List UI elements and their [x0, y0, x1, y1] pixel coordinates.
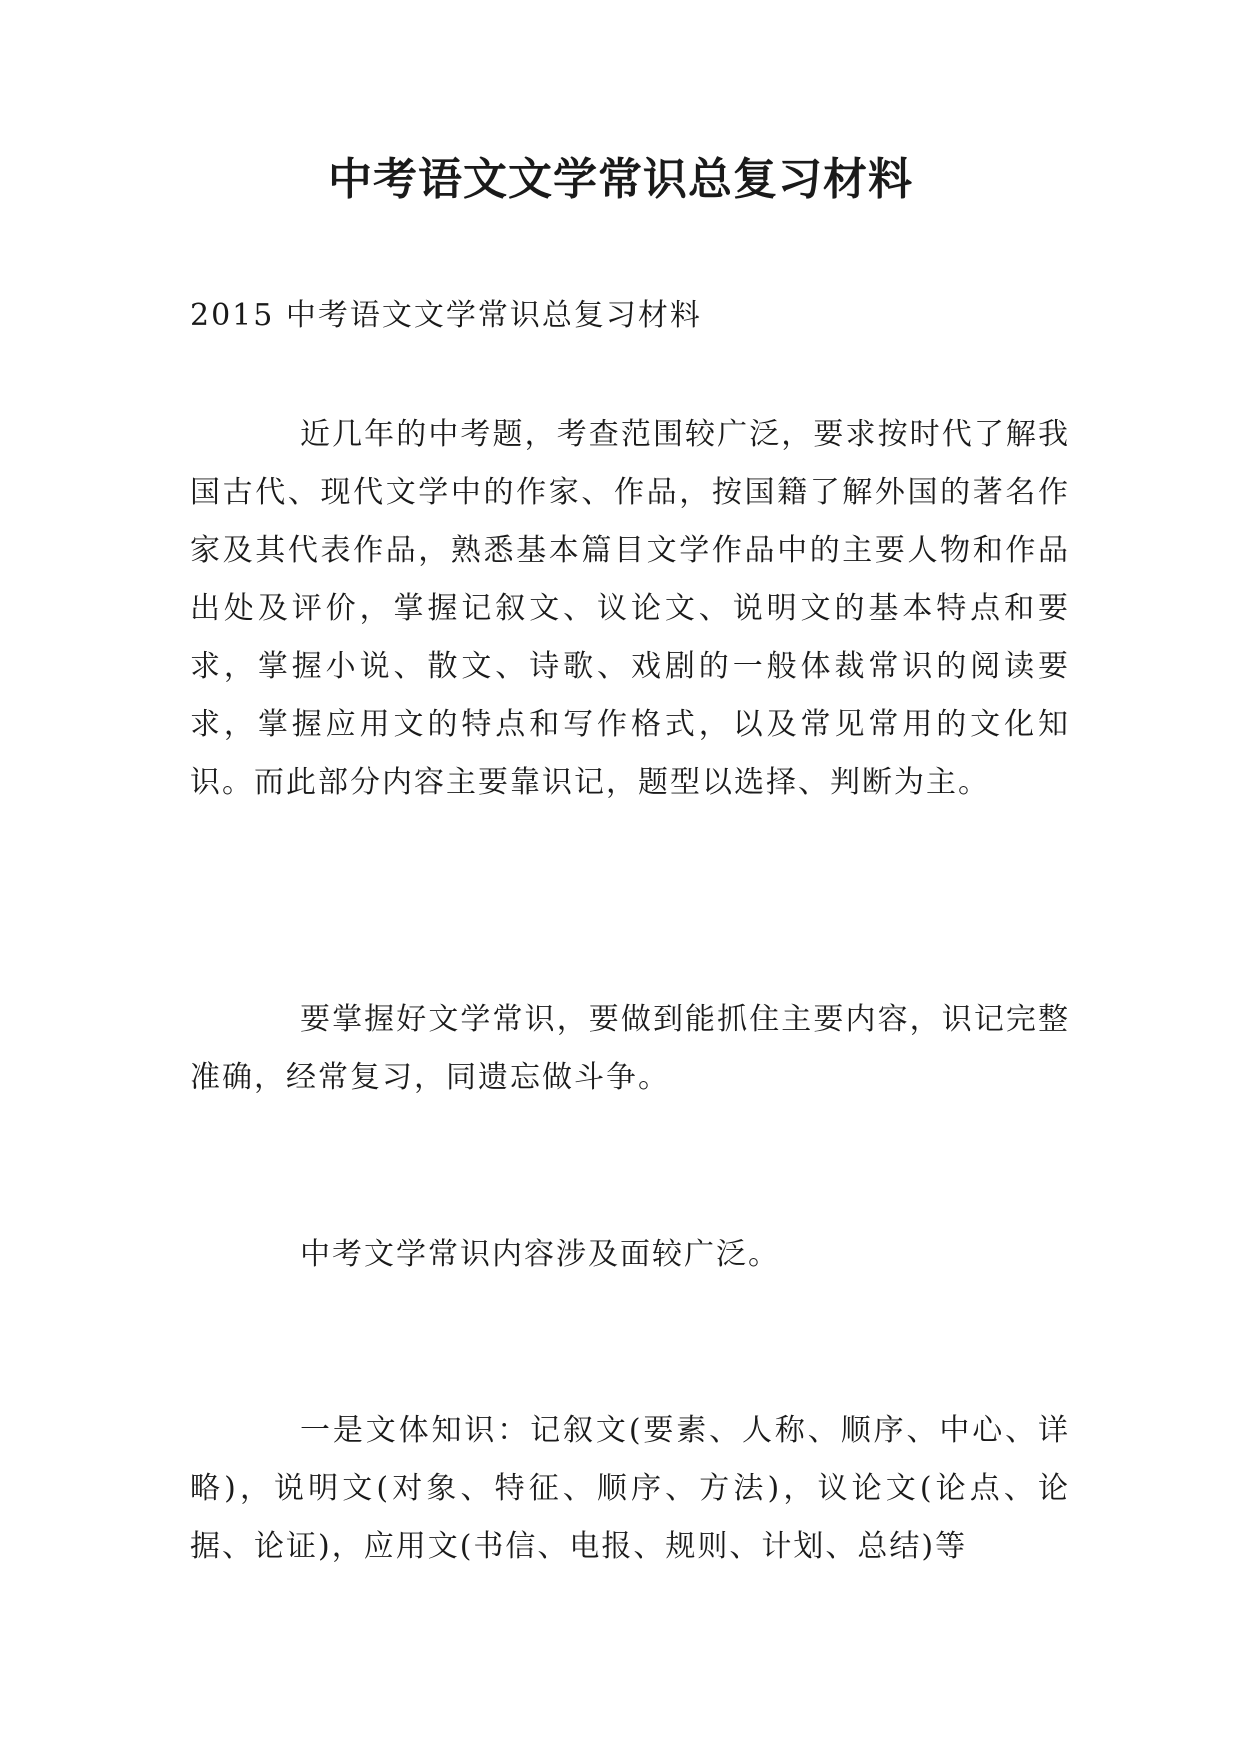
- paragraph-scope: 中考文学常识内容涉及面较广泛。: [300, 1237, 780, 1272]
- document-subtitle: 2015 中考语文文学常识总复习材料: [190, 298, 702, 333]
- paragraph-genre-knowledge: 一是文体知识：记叙文(要素、人称、顺序、中心、详略)，说明文(对象、特征、顺序、方法)，议论文(论点、论据、论证)，应用文(书信、电报、规则、计划、总结)等: [190, 1413, 1070, 1564]
- document-title: 中考语文文学常识总复习材料: [328, 154, 913, 205]
- paragraph-intro: 近几年的中考题，考查范围较广泛，要求按时代了解我国古代、现代文学中的作家、作品，按国籍了解外国的著名作家及其代表作品，熟悉基本篇目文学作品中的主要人物和作品出处及评价，掌握记叙文、议论文、说明文的基本特点和要求，掌握小说、散文、诗歌、戏剧的一般体裁常识的阅读要求，掌握应用文的特点和写作格式，以及常见常用的文化知识。而此部分内容主要靠识记，题型以选择、判断为主。: [190, 417, 1070, 800]
- paragraph-method: 要掌握好文学常识，要做到能抓住主要内容，识记完整准确，经常复习，同遗忘做斗争。: [190, 1002, 1070, 1095]
